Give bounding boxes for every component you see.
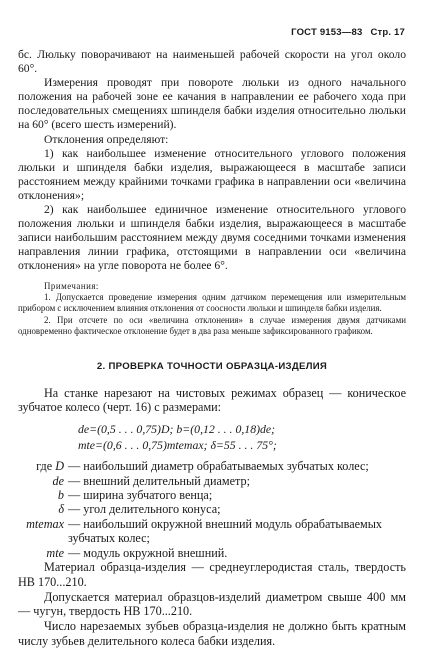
note-item: 2. При отсчете по оси «величина отклонения» в случае измерения двумя датчиками одновременно фактическое отклонение будет в два раза меньше зафиксированного графиком. <box>18 314 406 337</box>
definition-row <box>18 546 406 560</box>
paragraph: Отклонения определяют: <box>44 132 169 146</box>
paragraph: 2) как наибольшее единичное изменение относительного углового положения люльки и шпинделя бабки изделия, выражающееся в масштабе записи наибольшим расстоянием между двумя соседними точками изменения направления линии графика, отстоящими в направлении оси «величина отклонения» на угле поворота не более 6°. <box>18 203 406 273</box>
definition-row <box>18 517 406 546</box>
note-item: 1. Допускается проведение измерения одним датчиком перемещения или измерительным прибором с исключением влияния отклонения от соосности люльки и шпинделя бабки изделия. <box>18 291 406 314</box>
definition-row <box>18 488 406 502</box>
definition-text: — наибольший окружной внешний модуль обрабатываемых зубчатых колес; <box>68 516 383 546</box>
paragraph: Допускается материал образцов-изделий диаметром свыше 400 мм — чугун, твердость НВ 170...210. <box>18 589 406 619</box>
page-header <box>291 27 405 38</box>
definition-symbol: mte <box>46 545 64 560</box>
definition-text: — ширина зубчатого венца; <box>68 488 213 503</box>
formula-block <box>78 421 406 453</box>
paragraph: бс. Люльку поворачивают на наименьшей рабочей скорости на угол около 60°. <box>18 48 406 76</box>
definition-symbol: где D <box>36 459 64 474</box>
formula-line: de=(0,5 . . . 0,75)D; b=(0,12 . . . 0,18)de; <box>78 422 276 437</box>
paragraph: Измерения проводят при повороте люльки из одного начального положения на рабочей зоне ее качания в направлении ее рабочего хода при последовательных смещениях шпинделя бабки изделия относительно люльки на 60° (всего шесть измерений). <box>18 76 406 132</box>
standard-number: ГОСТ 9153—83 <box>291 27 363 38</box>
formula-line: mte=(0,6 . . . 0,75)mtemax; δ=55 . . . 75°; <box>78 438 277 453</box>
definition-text: — наибольший диаметр обрабатываемых зубчатых колес; <box>68 459 369 474</box>
definitions-list <box>18 459 406 560</box>
definition-symbol: b <box>57 488 64 503</box>
definition-text: — модуль окружной внешний. <box>68 545 228 560</box>
notes-block <box>18 281 406 338</box>
definition-text: — внешний делительный диаметр; <box>68 473 250 488</box>
definition-symbol: δ <box>58 502 64 517</box>
paragraph: На станке нарезают на чистовых режимах образец — коническое зубчатое колесо (черт. 16) с размерами: <box>18 385 406 415</box>
definition-row <box>18 459 406 473</box>
definition-symbol: mtemax <box>26 516 64 531</box>
definition-text: — угол делительного конуса; <box>68 502 221 517</box>
definition-row <box>18 474 406 488</box>
paragraph: Число нарезаемых зубьев образца-изделия не должно быть кратным числу зубьев делительного колеса бабки изделия. <box>18 619 406 649</box>
section-title: 2. ПРОВЕРКА ТОЧНОСТИ ОБРАЗЦА-ИЗДЕЛИЯ <box>96 360 328 372</box>
definition-row <box>18 502 406 516</box>
definition-symbol: de <box>52 473 64 488</box>
paragraph: 1) как наибольшее изменение относительного углового положения люльки и шпинделя бабки изделия, выражающееся в масштабе записи расстоянием между крайними точками графика в направлении оси «величина отклонения»; <box>18 146 406 202</box>
notes-title: Примечания: <box>44 280 99 291</box>
page-body <box>18 48 406 649</box>
paragraph: Материал образца-изделия — среднеуглеродистая сталь, твердость НВ 170...210. <box>18 560 406 589</box>
page-number: Стр. 17 <box>370 27 405 38</box>
